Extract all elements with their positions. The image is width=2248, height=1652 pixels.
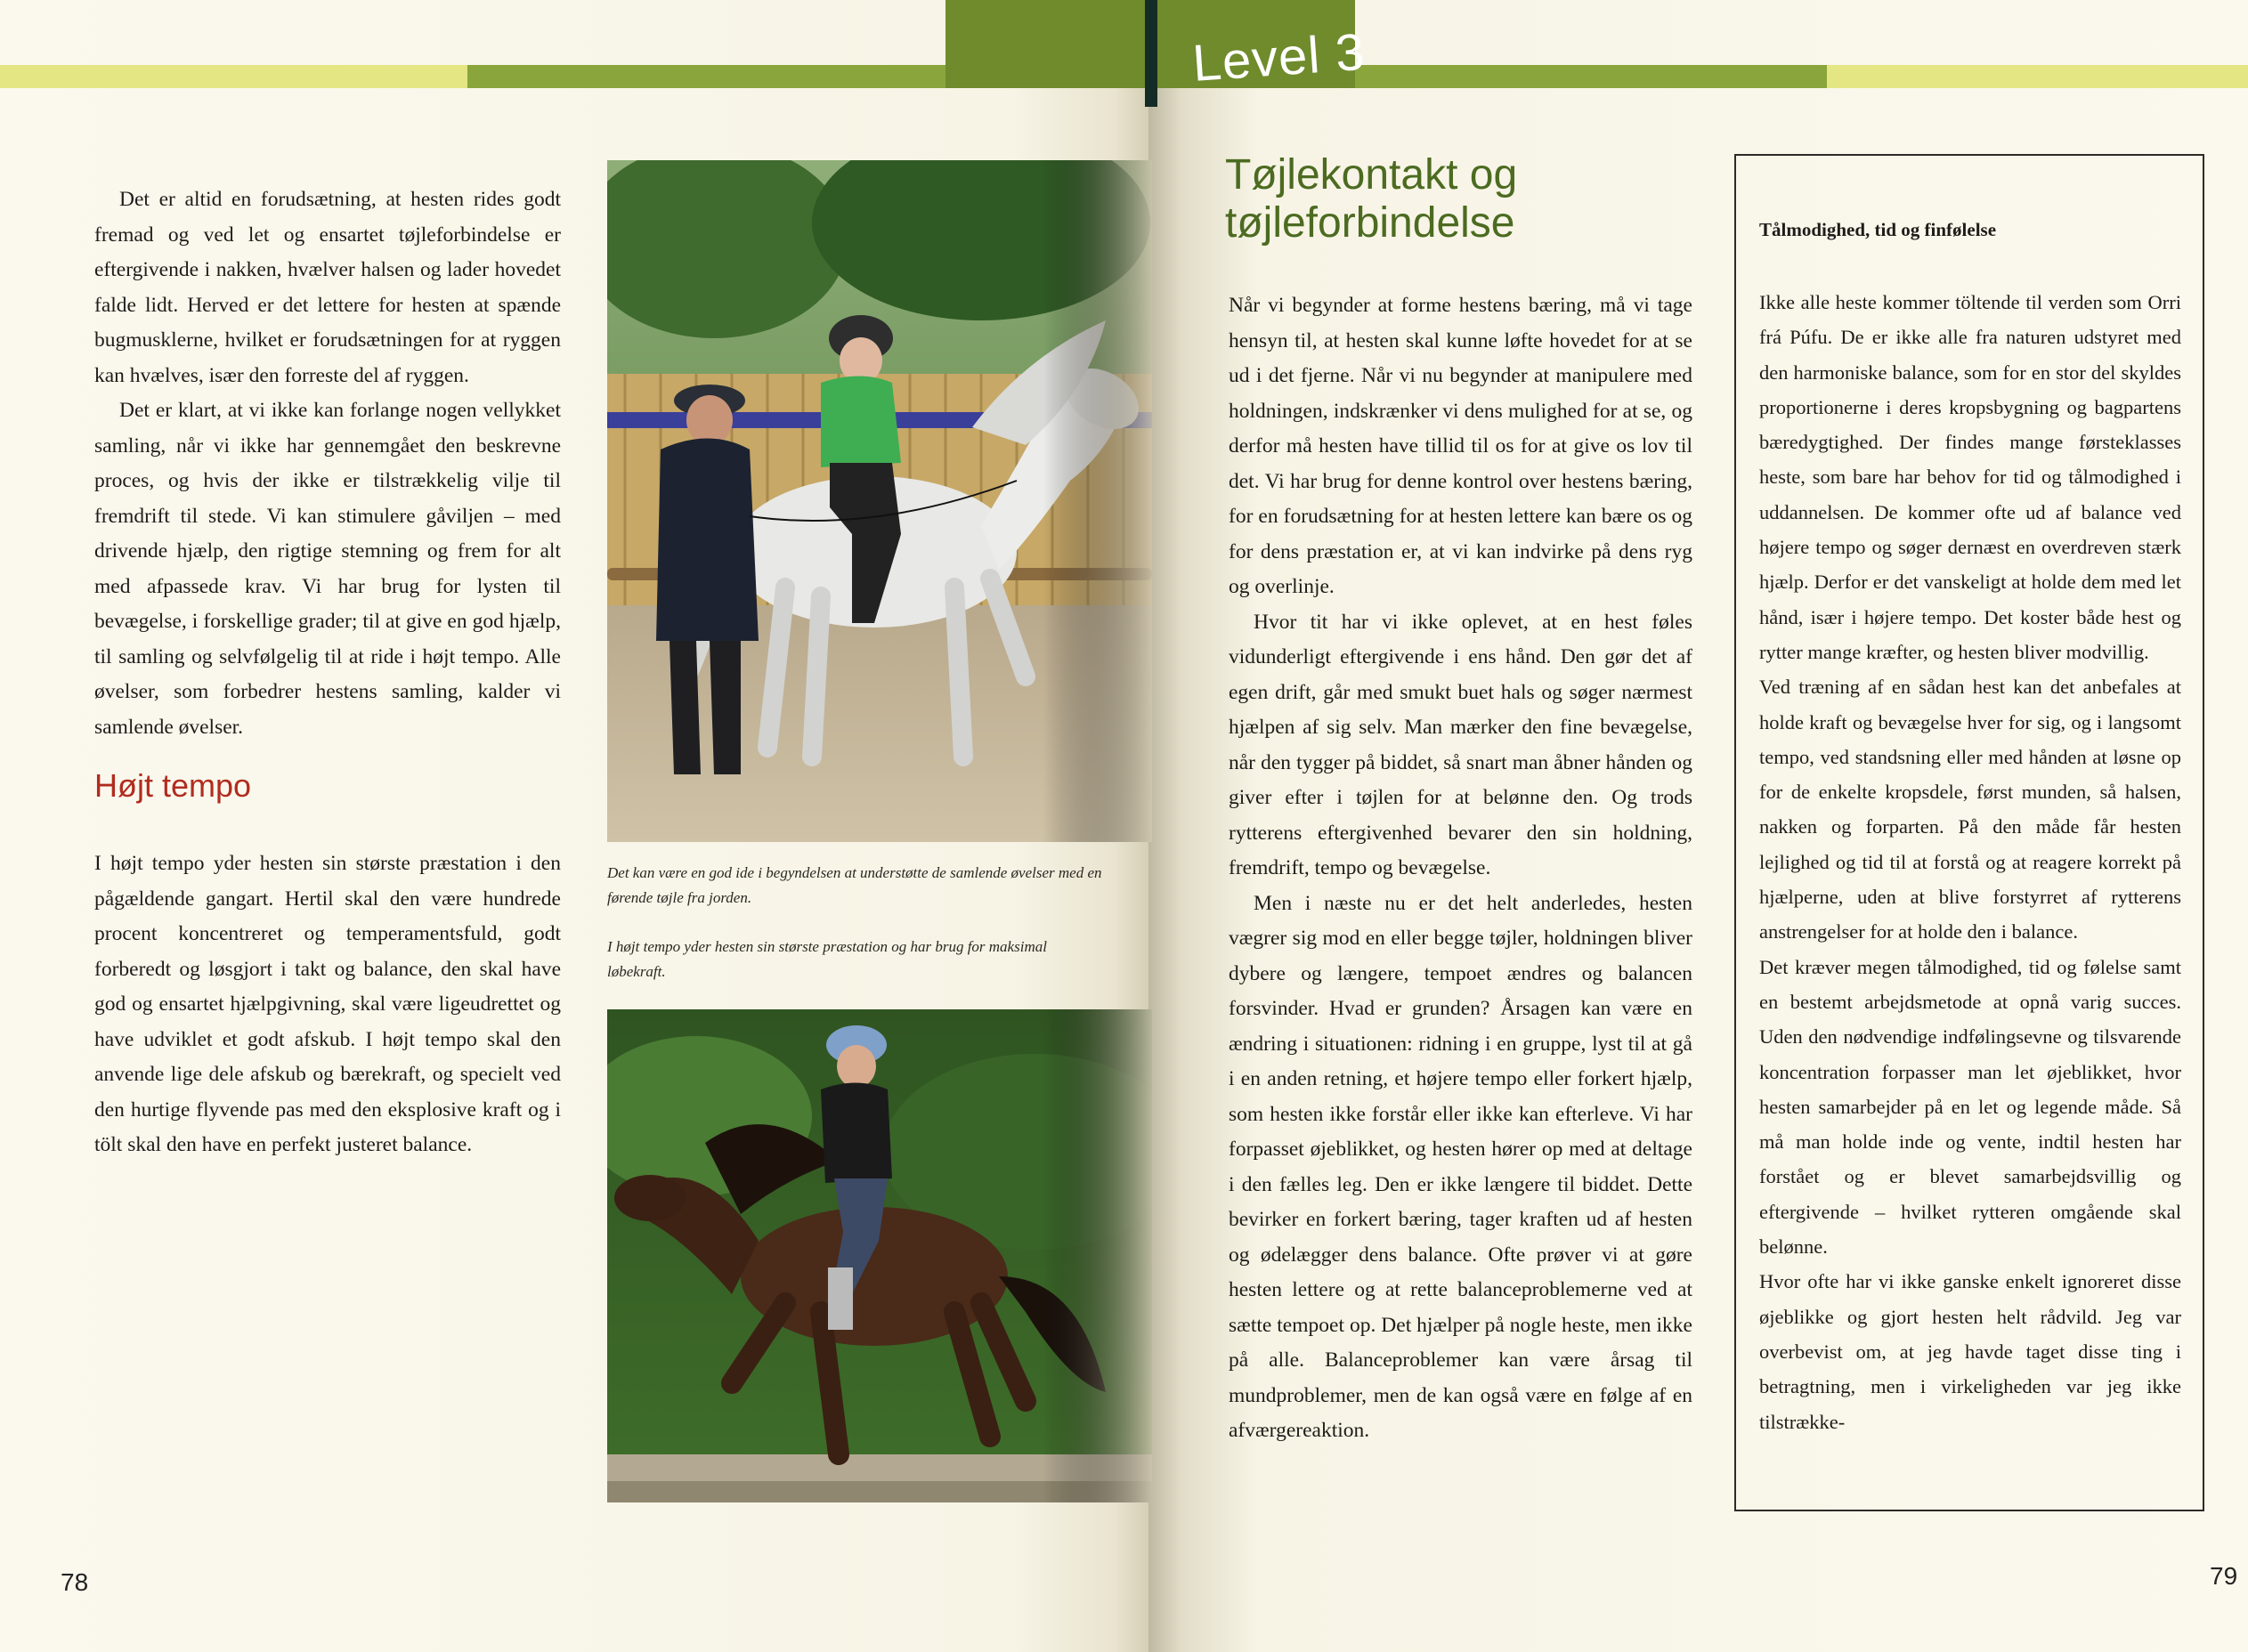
photo-grey-horse-illustration — [607, 160, 1152, 842]
level-label: Level 3 — [1190, 22, 1367, 93]
left-intro-paragraph: Det er altid en forudsætning, at hesten rides godt fremad og ved let og ensartet tøjleforbindelse er eftergivende i nakken, hvælver halsen og lader hovedet falde lidt. Herved er det lettere for hesten at spænde bugmusklerne, hvilket er forudsætningen for at ryggen kan hvælves, især den forreste del af ryggen. — [94, 188, 561, 387]
page-number-left: 78 — [61, 1568, 89, 1596]
section-heading: Højt tempo — [94, 767, 252, 804]
chapter-heading-line-1: Tøjlekontakt og — [1225, 151, 1518, 198]
left-intro-text — [94, 182, 561, 745]
header-bar-yellow-right — [1827, 65, 2248, 88]
header-bar-green-left — [467, 65, 948, 88]
chapter-heading-line-2: tøjleforbindelse — [1225, 199, 1515, 247]
page-number-right: 79 — [2210, 1562, 2238, 1590]
sidebar-paragraph: Hvor ofte har vi ikke ganske enkelt ignoreret disse øjeblikke og gjort hesten helt rådvild. Jeg var overbevist om, at jeg havde taget disse ting i betragtning, men i virkeligheden var jeg ikke tilstrække- — [1759, 1270, 2181, 1433]
sidebar-paragraph: Det kræver megen tålmodighed, tid og følelse samt en bestemt arbejdsmetode at opnå varig succes. Uden den nødvendige indfølingsevne og tilsvarende koncentration forpasser man let øjeblikket, hvor hesten samarbejder på en let og legende måde. Så må man holde inde og vente, indtil hesten har forstået og er blevet samarbejdsvillig og eftergivende – hvilket rytteren omgående skal belønne. — [1759, 955, 2181, 1259]
photo-bay-horse-tolt — [607, 1009, 1152, 1502]
left-intro-paragraph: Det er klart, at vi ikke kan forlange nogen vellykket samling, når vi ikke har gennemgået den beskrevne proces, og hvis der ikke er tilstrækkelig vilje til fremdrift til stede. Vi kan stimulere gåviljen – med drivende hjælp, den rigtige stemning og frem for alt med afpassede krav. Vi har brug for lysten til bevægelse, i forskellige grader; til at give en god hjælp, til samling og selvfølgelig til at ride i højt tempo. Alle øvelser, som forbedrer hestens samling, kalder vi samlende øvelser. — [94, 399, 561, 739]
sidebar-title: Tålmodighed, tid og finfølelse — [1759, 219, 1997, 240]
right-main-text — [1229, 288, 1692, 1449]
right-paragraph: Men i næste nu er det helt anderledes, hesten vægrer sig mod en eller begge tøjler, holdningen bliver dybere og længere, tempoet ændres og balancen forsvinder. Hvad er grunden? Årsagen kan være en ændring i situationen: ridning i en gruppe, lyst til at gå i en anden retning, et højere tempo eller forkert hjælp, som hesten ikke forstår eller ikke kan efterleve. Vi har forpasset øjeblikket, og hesten hører op med at deltage i den fælles leg. Den er ikke længere til biddet. Dette bevirker en forkert bæring, tager kraften ud af hesten og ødelægger dens balance. Ofte prøver vi at gøre hesten lettere og at rette balanceproblemerne ved at sætte tempoet op. Det hjælper på nogle heste, men ikke på alle. Balanceproblemer kan være årsag til mundproblemer, men de kan også være en følge af en afværgereaktion. — [1229, 891, 1692, 1442]
header-bar-green-right — [1355, 65, 1827, 88]
left-section-text — [94, 846, 561, 1163]
sidebar-text — [1759, 285, 2181, 1439]
right-paragraph: Hvor tit har vi ikke oplevet, at en hest føles vidunderligt eftergivende i ens hånd. Den gør det af egen drift, går med smukt buet hals og søger nærmest hjælpen af sig selv. Man mærker den fine bevægelse, når den tygger på biddet, så snart man åbner hånden og giver efter i tøjlen for at belønne den. Og trods rytterens eftergivenhed bevarer den sin holdning, fremdrift, tempo og bevægelse. — [1229, 610, 1692, 879]
chapter-heading — [1225, 151, 1517, 247]
photo-bay-horse-illustration — [607, 1009, 1152, 1502]
sidebar-paragraph: Ikke alle heste kommer töltende til verden som Orri frá Púfu. De er ikke alle fra naturen udstyret med den harmoniske balance, som for en stor del skyldes proportionerne i deres kropsbygning og bagpartens bæredygtighed. Der findes mange førsteklasses heste, som bare har behov for tid og tålmodighed i uddannelsen. De kommer ofte ud af balance ved højere tempo og søger dernæst en overdreven stærk hjælp. Derfor er det vanskeligt at holde dem med let hånd, især i højere tempo. Det koster både hest og rytter mange kræfter, og hesten bliver modvillig. — [1759, 291, 2181, 663]
photo-caption-1: Det kan være en god ide i begyndelsen at understøtte de samlende øvelser med en førende tøjle fra jorden. — [607, 864, 1102, 906]
photo-grey-horse-lunging — [607, 160, 1152, 842]
photo-caption-2: I højt tempo yder hesten sin største præstation og har brug for maksimal løbekraft. — [607, 938, 1047, 980]
header-tab-left — [945, 0, 1148, 88]
right-paragraph: Når vi begynder at forme hestens bæring, må vi tage hensyn til, at hesten skal kunne løfte hovedet for at se ud i det fjerne. Når vi nu begynder at manipulere med holdningen, indskrænker vi dens mulighed for at se, og derfor må hesten have tillid til os for at give os lov til det. Vi har brug for denne kontrol over hestens bæring, for en forudsætning for at hesten lettere kan bære os og for dens præstation er, at vi kan indvirke på dens ryg og overlinje. — [1229, 294, 1692, 598]
book-gutter — [1145, 0, 1157, 107]
header-bar-yellow-left — [0, 65, 467, 88]
left-section-paragraph: I højt tempo yder hesten sin største præstation i den pågældende gangart. Hertil skal den være hundrede procent koncentreret og temperamentsfuld, godt forberedt og løsgjort i takt og balance, den skal have god og ensartet hjælpgivning, skal være ligeudrettet og have udviklet et godt afskub. I højt tempo skal den anvende lige dele afskub og bærekraft, og specielt ved den hurtige flyvende pas med den eksplosive kraft og i tölt skal den have en perfekt justeret balance. — [94, 852, 561, 1156]
sidebar-paragraph: Ved træning af en sådan hest kan det anbefales at holde kraft og bevægelse hver for sig, og i langsomt tempo, ved standsning eller med hånden at løsne op for de enkelte kropsdele, først munden, så halsen, nakken og forparten. På den måde får hesten lejlighed og tid til at forstå og at reagere korrekt på hjælperne, uden at blive forstyrret af rytterens anstrengelser for at holde den i balance. — [1759, 676, 2181, 943]
